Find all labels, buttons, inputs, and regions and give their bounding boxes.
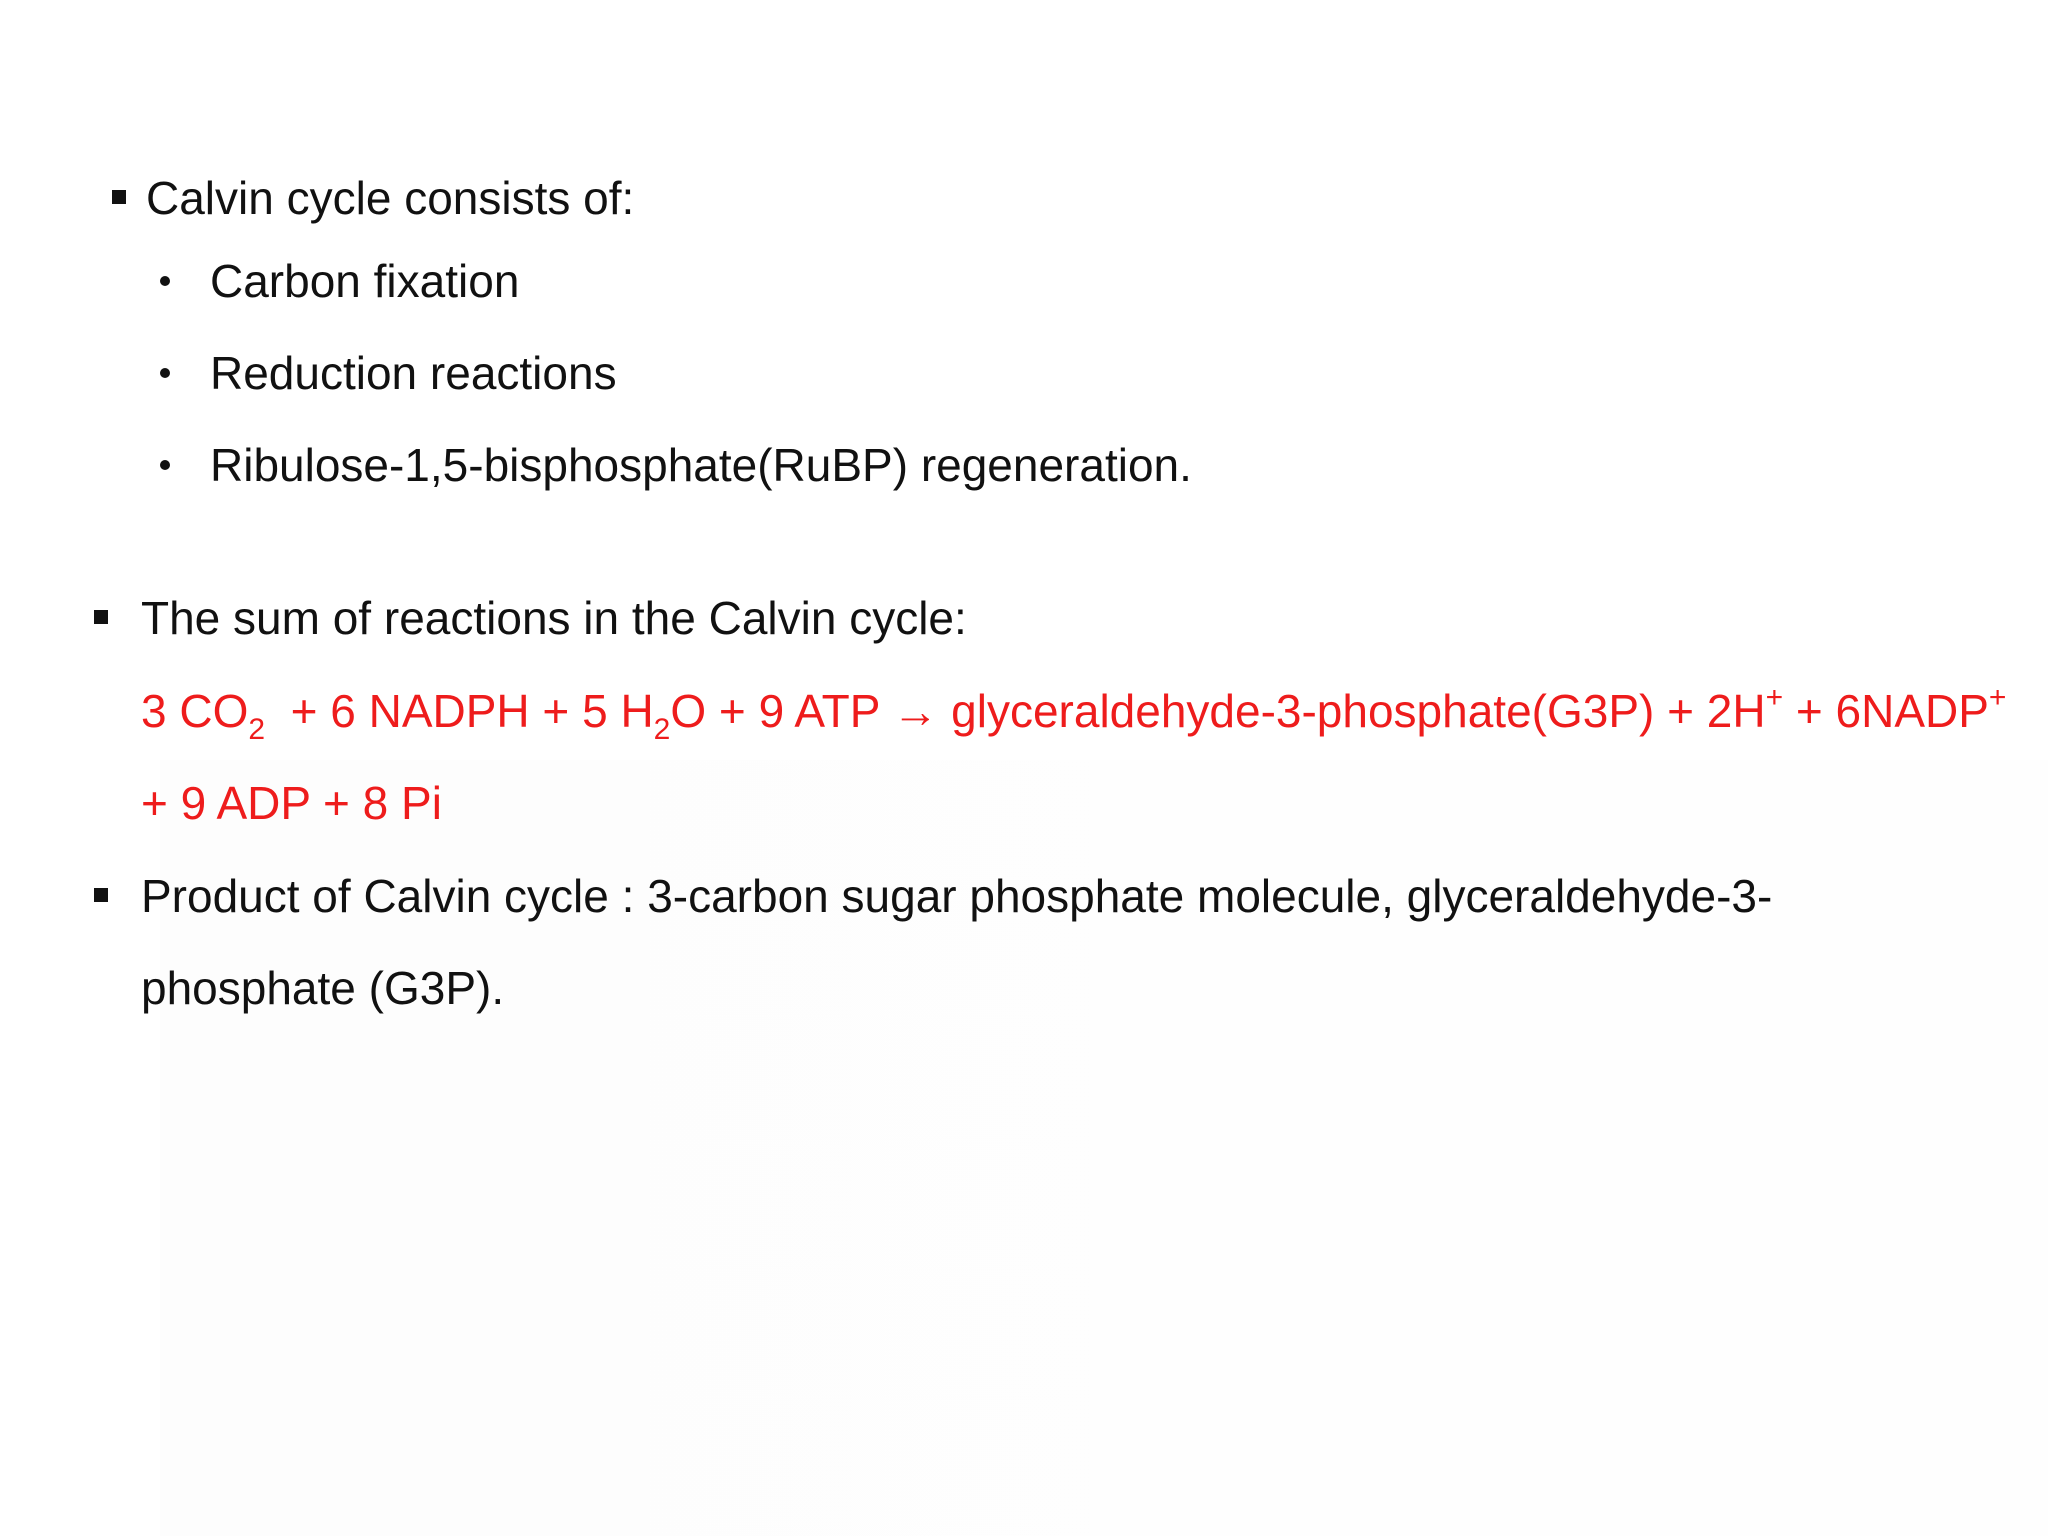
list-item-rubp-regeneration: Ribulose-1,5-bisphosphate(RuBP) regeneration. <box>210 439 1192 491</box>
list-item-reduction-reactions: Reduction reactions <box>210 347 617 399</box>
reaction-equation-line2: + 9 ADP + 8 Pi <box>141 777 442 829</box>
round-bullet-icon <box>160 276 170 286</box>
round-bullet-icon <box>160 460 170 470</box>
square-bullet-icon <box>112 190 126 204</box>
eq-text-2: + 6 NADPH + 5 H <box>265 685 654 737</box>
section3-line2: phosphate (G3P). <box>141 962 505 1014</box>
section3-line1: Product of Calvin cycle : 3-carbon sugar phosphate molecule, glyceraldehyde-3- <box>141 870 1773 922</box>
eq-sub-2: 2 <box>653 713 671 746</box>
square-bullet-icon <box>94 610 108 624</box>
eq-sup-1: + <box>1765 681 1784 714</box>
section1-heading: Calvin cycle consists of: <box>146 172 635 224</box>
section2-heading: The sum of reactions in the Calvin cycle: <box>141 592 967 644</box>
round-bullet-icon <box>160 368 170 378</box>
reaction-equation-line1 <box>141 681 2007 746</box>
eq-sub-1: 2 <box>248 713 266 746</box>
square-bullet-icon <box>94 888 108 902</box>
eq-sup-2: + <box>1988 681 2007 714</box>
list-item-carbon-fixation: Carbon fixation <box>210 255 520 307</box>
eq-text-4: + 6NADP <box>1783 685 1989 737</box>
eq-text-1: 3 CO <box>141 685 249 737</box>
eq-text-3: O + 9 ATP → glyceraldehyde-3-phosphate(G3P) + 2H <box>670 685 1766 737</box>
